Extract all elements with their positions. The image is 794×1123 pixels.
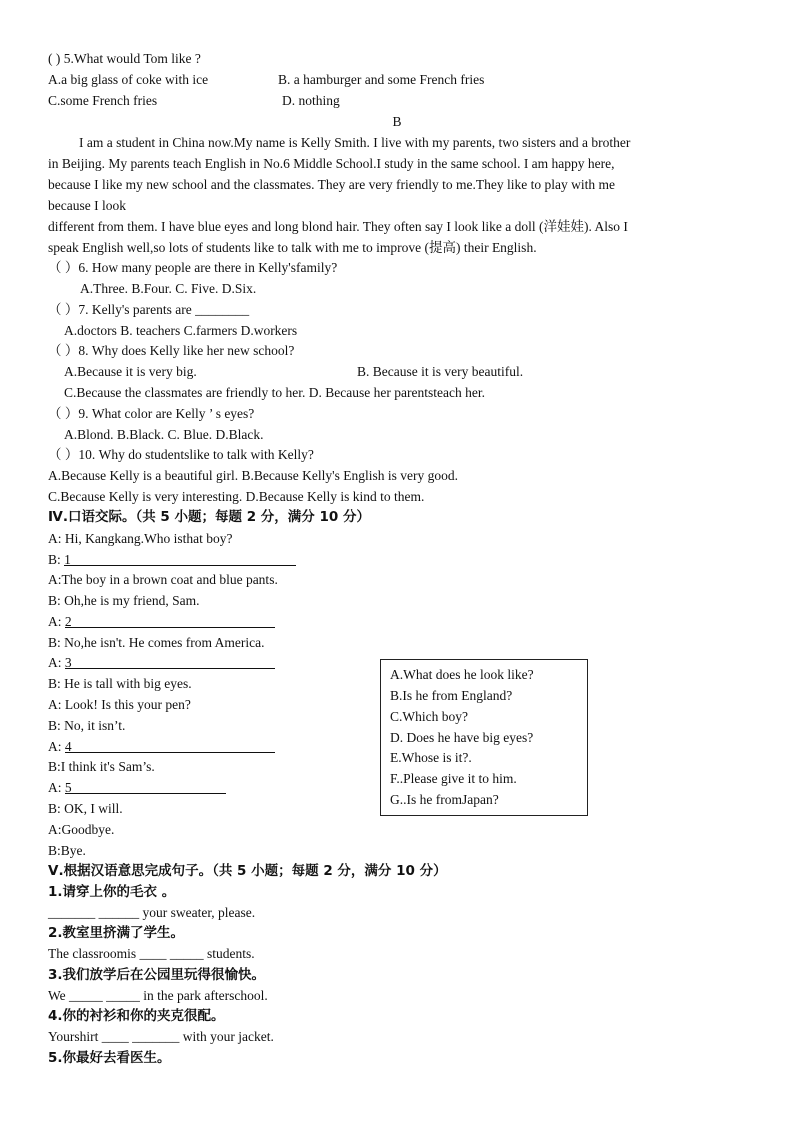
dialogue-line: A: Look! Is this your pen? — [48, 697, 191, 712]
dialogue-line: B: No, it isn’t. — [48, 718, 126, 733]
dialogue-line: A: 2 — [48, 613, 275, 631]
dialogue-line: B: 1 — [48, 551, 296, 569]
section-4-heading: Ⅳ.口语交际。（共 5 小题；每题 2 分，满分 10 分） — [48, 509, 370, 525]
translation-prompt: 5.你最好去看医生。 — [48, 1050, 171, 1066]
dialogue-line: B: OK, I will. — [48, 801, 123, 816]
section-5-heading: Ⅴ.根据汉语意思完成句子。（共 5 小题；每题 2 分，满分 10 分） — [48, 863, 447, 879]
answer-option: A.What does he look like? — [390, 667, 534, 682]
dialogue-line: B: He is tall with big eyes. — [48, 676, 192, 691]
translation-answer-line[interactable]: Yourshirt ____ _______ with your jacket. — [48, 1029, 274, 1044]
translation-answer-line[interactable]: The classroomis ____ _____ students. — [48, 946, 255, 961]
q8-option-a: A.Because it is very big. — [64, 364, 197, 379]
translation-prompt: 4.你的衬衫和你的夹克很配。 — [48, 1008, 225, 1024]
q6-options: A.Three. B.Four. C. Five. D.Six. — [80, 281, 257, 296]
question-8: （ ）8. Why does Kelly like her new school? — [48, 343, 295, 358]
q5-option-b: B. a hamburger and some French fries — [278, 72, 485, 87]
dialogue-line: A:Goodbye. — [48, 822, 115, 837]
q5-option-c: C.some French fries — [48, 93, 158, 108]
translation-prompt: 2.教室里挤满了学生。 — [48, 925, 185, 941]
translation-answer-line[interactable]: We _____ _____ in the park afterschool. — [48, 988, 268, 1003]
answer-blank-2[interactable]: 2 — [65, 613, 275, 628]
passage-line: speak English well,so lots of students like to talk with me to improve (提高) their English. — [48, 240, 537, 255]
answer-blank-1[interactable]: 1 — [64, 551, 296, 566]
answer-blank-5[interactable]: 5 — [65, 779, 226, 794]
q10-options-ab: A.Because Kelly is a beautiful girl. B.Because Kelly's English is very good. — [48, 468, 458, 483]
answer-option: G..Is he fromJapan? — [390, 792, 499, 807]
q5-option-a: A.a big glass of coke with ice — [48, 72, 209, 87]
passage-line: because I like my new school and the classmates. They are very friendly to me.They like to play with me — [48, 177, 615, 192]
answer-option: C.Which boy? — [390, 709, 468, 724]
passage-line: different from them. I have blue eyes and long blond hair. They often say I look like a doll (洋娃娃). Also I — [48, 219, 628, 234]
q10-options-cd: C.Because Kelly is very interesting. D.Because Kelly is kind to them. — [48, 489, 425, 504]
dialogue-line: A: 4 — [48, 738, 275, 756]
answer-blank-3[interactable]: 3 — [65, 654, 275, 669]
question-5: ( ) 5.What would Tom like ? — [48, 51, 201, 66]
dialogue-line: A: 5 — [48, 779, 226, 797]
translation-answer-line[interactable]: _______ ______ your sweater, please. — [48, 905, 256, 920]
dialogue-line: B:I think it's Sam’s. — [48, 759, 155, 774]
q8-options-cd: C.Because the classmates are friendly to her. D. Because her parentsteach her. — [64, 385, 485, 400]
answer-option: D. Does he have big eyes? — [390, 730, 534, 745]
dialogue-line: A:The boy in a brown coat and blue pants. — [48, 572, 278, 587]
q7-options: A.doctors B. teachers C.farmers D.workers — [64, 323, 298, 338]
dialogue-line: B:Bye. — [48, 843, 86, 858]
dialogue-line: A: Hi, Kangkang.Who isthat boy? — [48, 531, 233, 546]
q9-options: A.Blond. B.Black. C. Blue. D.Black. — [64, 427, 264, 442]
passage-line: in Beijing. My parents teach English in No.6 Middle School.I study in the same school. I am happy here, — [48, 156, 615, 171]
dialogue-line: B: Oh,he is my friend, Sam. — [48, 593, 200, 608]
answer-option: F..Please give it to him. — [390, 771, 517, 786]
answer-option: B.Is he from England? — [390, 688, 513, 703]
answer-blank-4[interactable]: 4 — [65, 738, 275, 753]
translation-prompt: 1.请穿上你的毛衣 。 — [48, 884, 176, 900]
question-6: （ ）6. How many people are there in Kelly'sfamily? — [48, 260, 338, 275]
passage-line: because I look — [48, 198, 126, 213]
question-10: （ ）10. Why do studentslike to talk with Kelly? — [48, 447, 314, 462]
dialogue-line: A: 3 — [48, 654, 275, 672]
answer-option: E.Whose is it?. — [390, 750, 472, 765]
question-9: （ ）9. What color are Kelly ’ s eyes? — [48, 406, 255, 421]
dialogue-line: B: No,he isn't. He comes from America. — [48, 635, 265, 650]
translation-prompt: 3.我们放学后在公园里玩得很愉快。 — [48, 967, 266, 983]
passage-line: I am a student in China now.My name is Kelly Smith. I live with my parents, two sisters and a brother — [79, 135, 631, 150]
q5-option-d: D. nothing — [282, 93, 340, 108]
q8-option-b: B. Because it is very beautiful. — [357, 364, 524, 379]
question-7: （ ）7. Kelly's parents are ________ — [48, 302, 250, 317]
part-b-letter: B — [392, 114, 402, 129]
answer-options-box — [380, 659, 588, 816]
